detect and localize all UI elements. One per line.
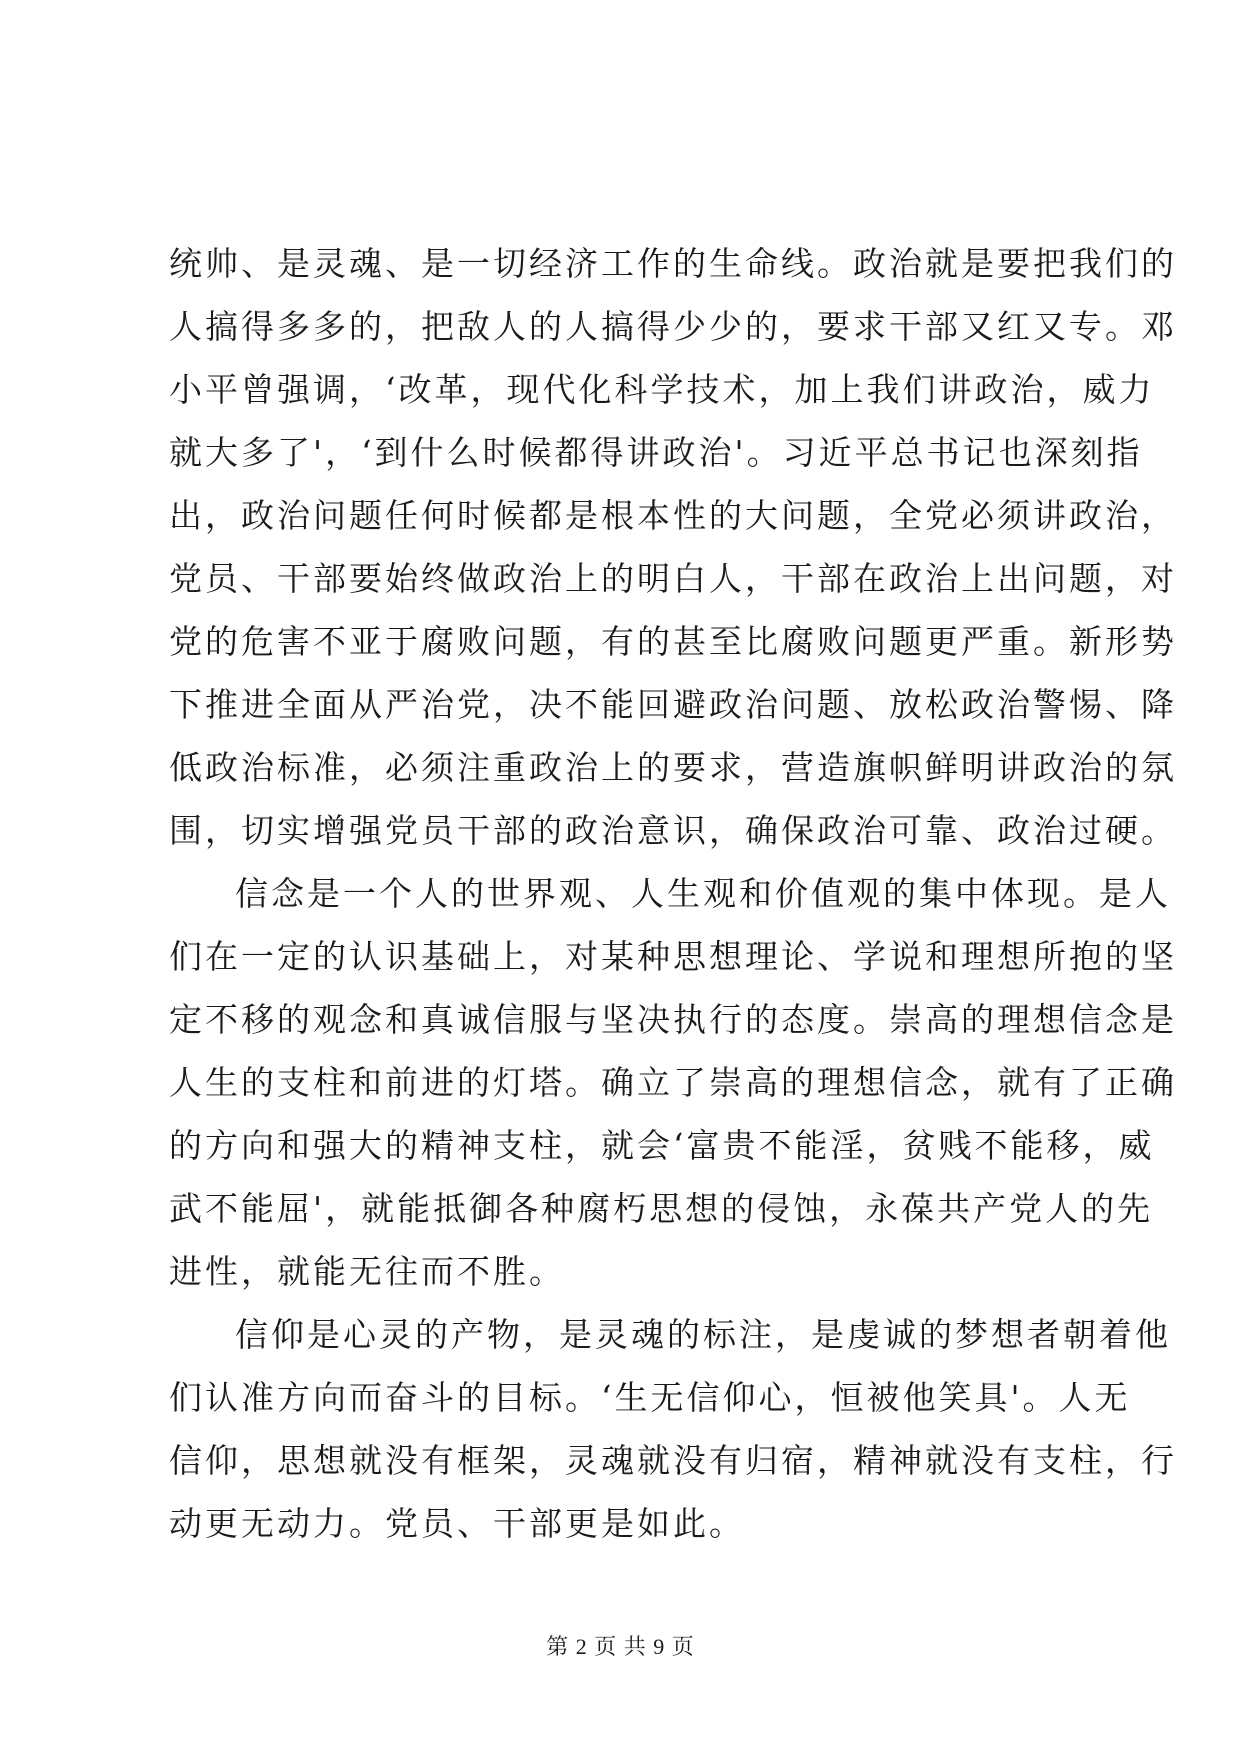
text-line: 动更无动力。党员、干部更是如此。 [169,1504,745,1543]
paragraph [169,862,1177,1303]
text-line: 低政治标准，必须注重政治上的要求，营造旗帜鲜明讲政治的氛 [169,748,1177,787]
text-line: 围，切实增强党员干部的政治意识，确保政治可靠、政治过硬。 [169,811,1177,850]
text-line: 的方向和强大的精神支柱，就会‘富贵不能淫，贫贱不能移，威 [169,1126,1155,1165]
text-line: 人生的支柱和前进的灯塔。确立了崇高的理想信念，就有了正确 [169,1063,1177,1102]
text-line: 定不移的观念和真诚信服与坚决执行的态度。崇高的理想信念是 [169,1000,1177,1039]
page-footer [0,1630,1241,1661]
text-line: 小平曾强调，‘改革，现代化科学技术，加上我们讲政治，威力 [169,370,1155,409]
document-body [169,232,1177,1555]
text-line: 们在一定的认识基础上，对某种思想理论、学说和理想所抱的坚 [169,937,1177,976]
text-line: 信仰，思想就没有框架，灵魂就没有归宿，精神就没有支柱，行 [169,1441,1177,1480]
text-line: 们认准方向而奋斗的目标。‘生无信仰心，恒被他笑具'。人无 [169,1378,1131,1417]
text-line: 党的危害不亚于腐败问题，有的甚至比腐败问题更严重。新形势 [169,622,1177,661]
text-line: 信念是一个人的世界观、人生观和价值观的集中体现。是人 [235,874,1171,913]
text-line: 武不能屈'，就能抵御各种腐朽思想的侵蚀，永葆共产党人的先 [169,1189,1154,1228]
text-line: 下推进全面从严治党，决不能回避政治问题、放松政治警惕、降 [169,685,1177,724]
text-line: 人搞得多多的，把敌人的人搞得少少的，要求干部又红又专。邓 [169,307,1177,346]
text-line: 进性，就能无往而不胜。 [169,1252,565,1291]
text-line: 党员、干部要始终做政治上的明白人，干部在政治上出问题，对 [169,559,1177,598]
text-line: 统帅、是灵魂、是一切经济工作的生命线。政治就是要把我们的 [169,244,1177,283]
text-line: 出，政治问题任何时候都是根本性的大问题，全党必须讲政治， [169,496,1177,535]
paragraph [169,1303,1177,1555]
text-line: 就大多了'，‘到什么时候都得讲政治'。习近平总书记也深刻指 [169,433,1143,472]
paragraph [169,232,1177,862]
text-line: 信仰是心灵的产物，是灵魂的标注，是虔诚的梦想者朝着他 [235,1315,1171,1354]
page-number-label: 第 2 页 共 9 页 [546,1634,695,1659]
